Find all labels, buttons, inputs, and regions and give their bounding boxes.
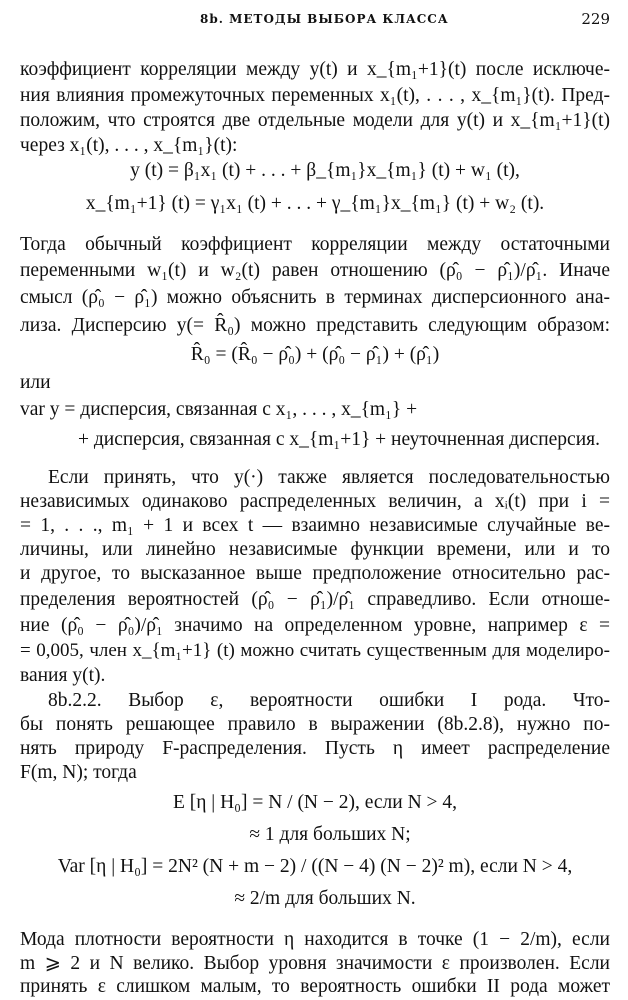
text-line: коэффициент корреляции между y(t) и x_{m₁+1}(t) после исключе- — [20, 59, 610, 80]
text-line: + дисперсия, связанная с x_{m₁+1} + неуточненная дисперсия. — [78, 429, 600, 450]
text-line: и другое, то высказанное выше предположение относительно рас- — [20, 563, 610, 584]
text-line: принять ε слишком малым, то вероятность ошибки II рода может — [20, 976, 610, 997]
text-line: Если принять, что y(·) также является последовательностью — [48, 467, 610, 488]
text-line: ние (ρ̂₀ − ρ̂₀)/ρ̂₁ значимо на определенном уровне, например ε = — [20, 615, 610, 636]
equation-expectation-approx: ≈ 1 для больших N; — [249, 824, 411, 845]
equation-model-x: x_{m₁+1} (t) = γ₁x₁ (t) + . . . + γ_{m₁}x_{m₁} (t) + w₂ (t). — [85, 193, 545, 214]
text-line: независимых одинаково распределенных величин, а xᵢ(t) при i = — [20, 491, 610, 512]
text-line: положим, что строятся две отдельные модели для y(t) и x_{m₁+1}(t) — [20, 110, 610, 131]
equation-decomposition: R̂₀ = (R̂₀ − ρ̂₀) + (ρ̂₀ − ρ̂₁) + (ρ̂₁) — [190, 344, 440, 365]
text-line: вания y(t). — [20, 665, 106, 686]
section-heading-line: 8b.2.2. Выбор ε, вероятности ошибки I рода. Что- — [48, 690, 610, 711]
text-line: = 1, . . ., m₁ + 1 и всех t — взаимно независимые случайные ве- — [20, 515, 610, 536]
page-header — [20, 12, 610, 32]
text-line: переменными w₁(t) и w₂(t) равен отношению (ρ̂₀ − ρ̂₁)/ρ̂₁. Иначе — [20, 260, 610, 281]
equation-variance-approx: ≈ 2/m для больших N. — [234, 888, 416, 909]
text-line: Тогда обычный коэффициент корреляции между остаточными — [20, 234, 610, 255]
page-number: 229 — [581, 10, 610, 28]
text-line: = 0,005, член x_{m₁+1} (t) можно считать существенным для моделиро- — [20, 640, 610, 661]
text-line: var y = дисперсия, связанная с x₁, . . . , x_{m₁} + — [20, 399, 418, 420]
text-line: Мода плотности вероятности η находится в точке (1 − 2/m), если — [20, 929, 610, 950]
text-line: нять природу F-распределения. Пусть η имеет распределение — [20, 738, 610, 759]
text-line: личины, или линейно независимые функции времени, или и то — [20, 539, 610, 560]
text-line: через x₁(t), . . . , x_{m₁}(t): — [20, 135, 238, 156]
text-line: ния влияния промежуточных переменных x₁(t), . . . , x_{m₁}(t). Пред- — [20, 85, 610, 106]
running-head: 8b. МЕТОДЫ ВЫБОРА КЛАССА — [200, 12, 449, 26]
text-line: F(m, N); тогда — [20, 762, 137, 783]
text-line: m ⩾ 2 и N велико. Выбор уровня значимости ε произволен. Если — [20, 953, 610, 974]
text-line: пределения вероятностей (ρ̂₀ − ρ̂₁)/ρ̂₁ справедливо. Если отноше- — [20, 589, 610, 610]
text-line: бы понять решающее правило в выражении (8b.2.8), нужно по- — [20, 714, 610, 735]
text-line: или — [20, 372, 51, 393]
text-line: смысл (ρ̂₀ − ρ̂₁) можно объяснить в терминах дисперсионного ана- — [20, 287, 610, 308]
text-line: лиза. Дисперсию y(= R̂₀) можно представить следующим образом: — [20, 315, 610, 336]
equation-variance: Var [η | H₀] = 2N² (N + m − 2) / ((N − 4) (N − 2)² m), если N > 4, — [57, 856, 573, 877]
equation-model-y: y (t) = β₁x₁ (t) + . . . + β_{m₁}x_{m₁} (t) + w₁ (t), — [130, 160, 520, 181]
equation-expectation: E [η | H₀] = N / (N − 2), если N > 4, — [172, 792, 458, 813]
